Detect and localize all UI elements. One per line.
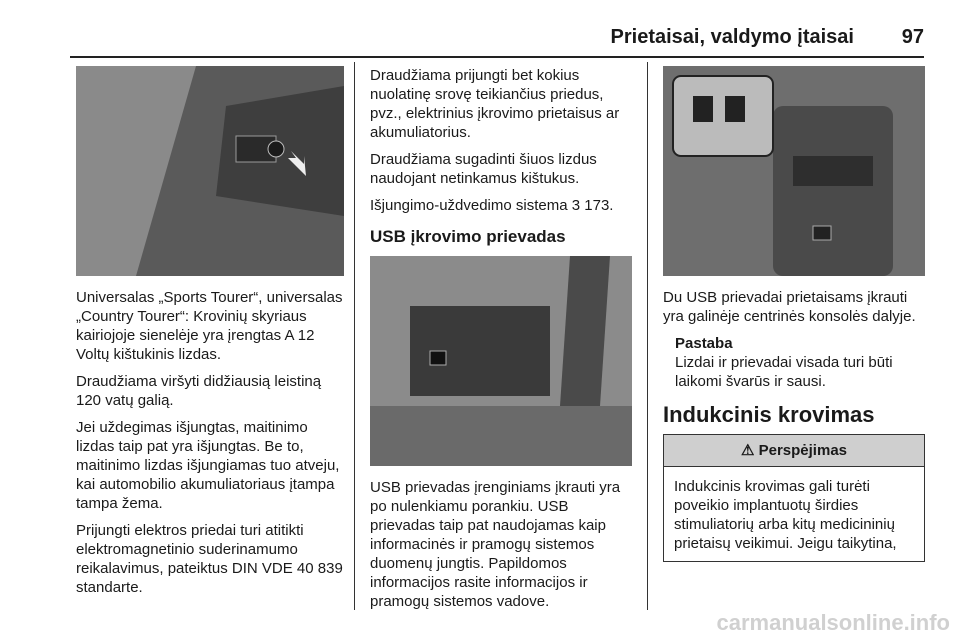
column-divider <box>354 62 355 610</box>
column-divider <box>647 62 648 610</box>
warning-title: Perspėjimas <box>758 442 847 459</box>
cargo-socket-photo <box>76 66 344 276</box>
page-reference[interactable]: 3 173. <box>571 197 614 214</box>
warning-text: Indukcinis krovimas gali turėti poveikio implantuotų širdies stimuliatorių arba kitų medicininių prietaisų veikimui. Jeigu taikytina, <box>674 478 897 552</box>
note-label: Pastaba <box>675 335 733 352</box>
paragraph: Prijungti elektros priedai turi atitikti elektromagnetinio suderinamumo reikalavimus, pateiktus DIN VDE 40 839 standarte. <box>76 522 343 596</box>
section-heading: Indukcinis krovimas <box>663 402 875 427</box>
warning-icon: ⚠ <box>740 442 755 459</box>
note-text: Lizdai ir prievadai visada turi būti laikomi švarūs ir sausi. <box>675 354 893 390</box>
page-title: Prietaisai, valdymo įtaisai <box>610 26 854 48</box>
note-block <box>663 334 925 391</box>
usb-console-photo <box>370 256 632 466</box>
warning-header <box>664 435 924 467</box>
warning-box <box>663 434 925 562</box>
paragraph: Jei uždegimas išjungtas, maitinimo lizdas taip pat yra išjungtas. Be to, maitinimo lizdas išjungiamas tuo atveju, kai automobilio akumuliatoriaus įtampa tampa žema. <box>76 419 340 512</box>
paragraph: Išjungimo-uždvedimo sistema 3 173. <box>370 197 614 214</box>
paragraph: Draudžiama viršyti didžiausią leistiną 120 vatų galią. <box>76 373 322 409</box>
page-number: 97 <box>901 26 924 48</box>
paragraph: USB prievadas įrenginiams įkrauti yra po nulenkiamu porankiu. USB prievadas taip pat naudojamas kaip informacinės ir pramogų sistemos duomenų jungtis. Papildomos informacijos rasite informacijos ir pramogų sistemos vadove. <box>370 479 621 610</box>
paragraph: Universalas „Sports Tourer“, universalas „Country Tourer“: Krovinių skyriaus kairiojoje sienelėje yra įrengtas A 12 Voltų kištukinis lizdas. <box>76 289 343 363</box>
column-2 <box>370 66 632 619</box>
watermark: carmanualsonline.info <box>716 610 950 635</box>
paragraph: Draudžiama prijungti bet kokius nuolatinę srovę teikiančius priedus, pvz., elektrinius įkrovimo prietaisus ar akumuliatorius. <box>370 67 620 141</box>
paragraph: Draudžiama sugadinti šiuos lizdus naudojant netinkamus kištukus. <box>370 151 597 187</box>
column-1 <box>76 66 344 605</box>
column-3 <box>663 66 925 562</box>
paragraph: Du USB prievadai prietaisams įkrauti yra galinėje centrinės konsolės dalyje. <box>663 289 916 325</box>
rear-usb-photo <box>663 66 925 276</box>
page-header <box>70 20 924 58</box>
section-heading: USB įkrovimo prievadas <box>370 227 566 246</box>
